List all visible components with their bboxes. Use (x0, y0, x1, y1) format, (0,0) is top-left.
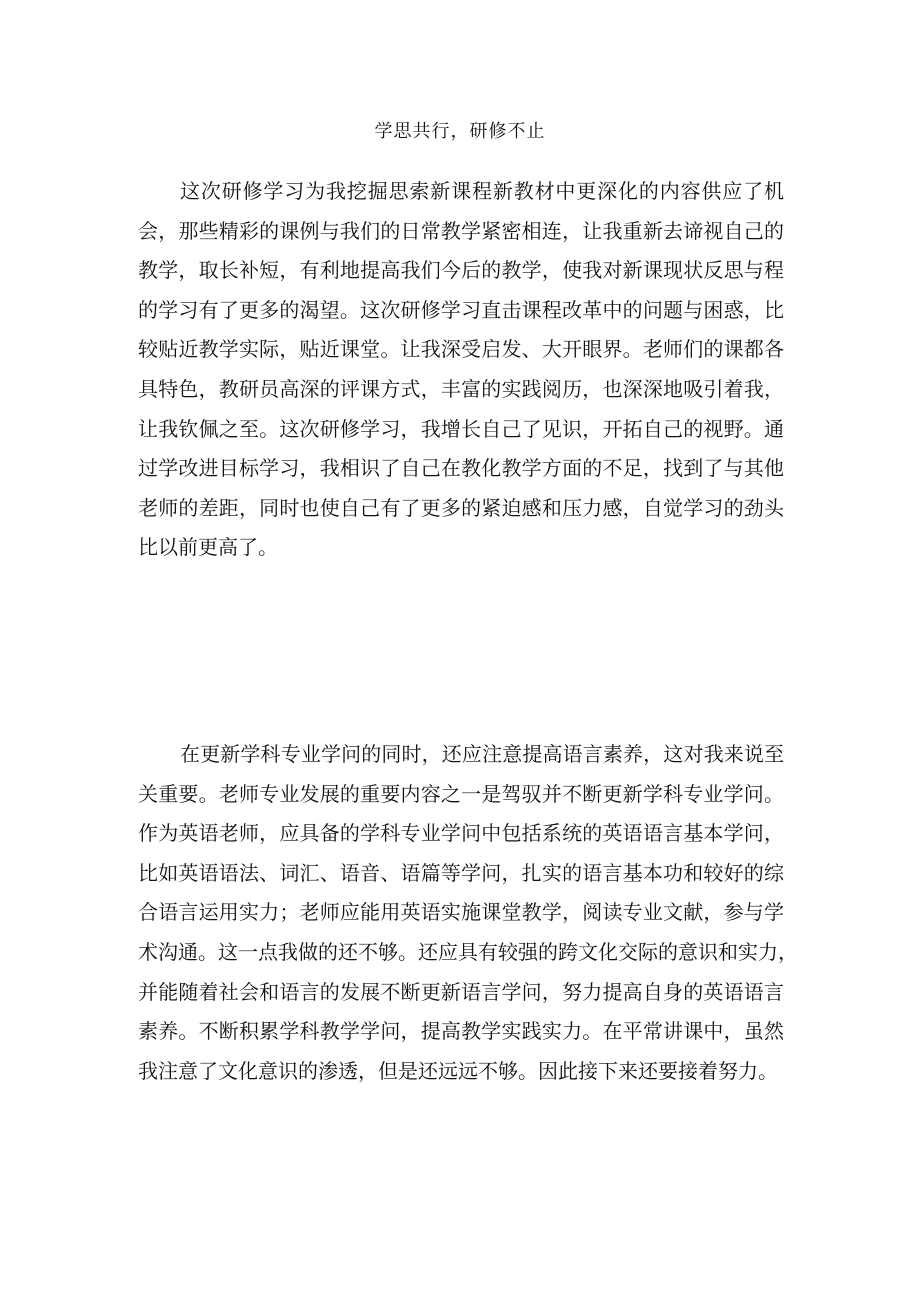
paragraph-line: 合语言运用实力；老师应能用英语实施课堂教学，阅读专业文献，参与学 (138, 900, 784, 925)
paragraph-line: 让我钦佩之至。这次研修学习，我增长自己了见识，开拓自己的视野。通 (138, 416, 784, 441)
paragraph-line: 教学，取长补短，有利地提高我们今后的教学，使我对新课现状反思与程 (138, 258, 784, 283)
paragraph-line: 会，那些精彩的课例与我们的日常教学紧密相连，让我重新去谛视自己的 (138, 218, 784, 243)
paragraph-line: 较贴近教学实际，贴近课堂。让我深受启发、大开眼界。老师们的课都各 (138, 337, 784, 362)
paragraph-1 (138, 172, 784, 568)
paragraph-line: 老师的差距，同时也使自己有了更多的紧迫感和压力感，自觉学习的劲头 (138, 495, 784, 520)
paragraph-line: 过学改进目标学习，我相识了自己在教化教学方面的不足，找到了与其他 (138, 456, 784, 481)
paragraph-line: 的学习有了更多的渴望。这次研修学习直击课程改革中的问题与困惑，比 (138, 297, 784, 322)
paragraph-line: 我注意了文化意识的渗透，但是还远远不够。因此接下来还要接着努力。 (138, 1058, 778, 1083)
document-title: 学思共行，研修不止 (374, 121, 546, 142)
paragraph-line: 比如英语语法、词汇、语音、语篇等学问，扎实的语言基本功和较好的综 (138, 860, 784, 885)
paragraph-line: 比以前更高了。 (138, 535, 278, 560)
paragraph-line: 关重要。老师专业发展的重要内容之一是驾驭并不断更新学科专业学问。 (138, 781, 784, 806)
paragraph-line: 在更新学科专业学问的同时，还应注意提高语言素养，这对我来说至 (180, 742, 784, 766)
paragraph-line: 并能随着社会和语言的发展不断更新语言学问，努力提高自身的英语语言 (138, 979, 784, 1004)
paragraph-line: 术沟通。这一点我做的还不够。还应具有较强的跨文化交际的意识和实力， (138, 939, 798, 964)
paragraph-line: 具特色，教研员高深的评课方式，丰富的实践阅历，也深深地吸引着我， (138, 376, 784, 401)
paragraph-line: 作为英语老师，应具备的学科专业学问中包括系统的英语语言基本学问， (138, 821, 784, 846)
paragraph-line: 素养。不断积累学科教学学问，提高教学实践实力。在平常讲课中，虽然 (138, 1019, 784, 1044)
paragraph-line: 这次研修学习为我挖掘思索新课程新教材中更深化的内容供应了机 (180, 179, 784, 203)
paragraph-2 (138, 735, 798, 1091)
